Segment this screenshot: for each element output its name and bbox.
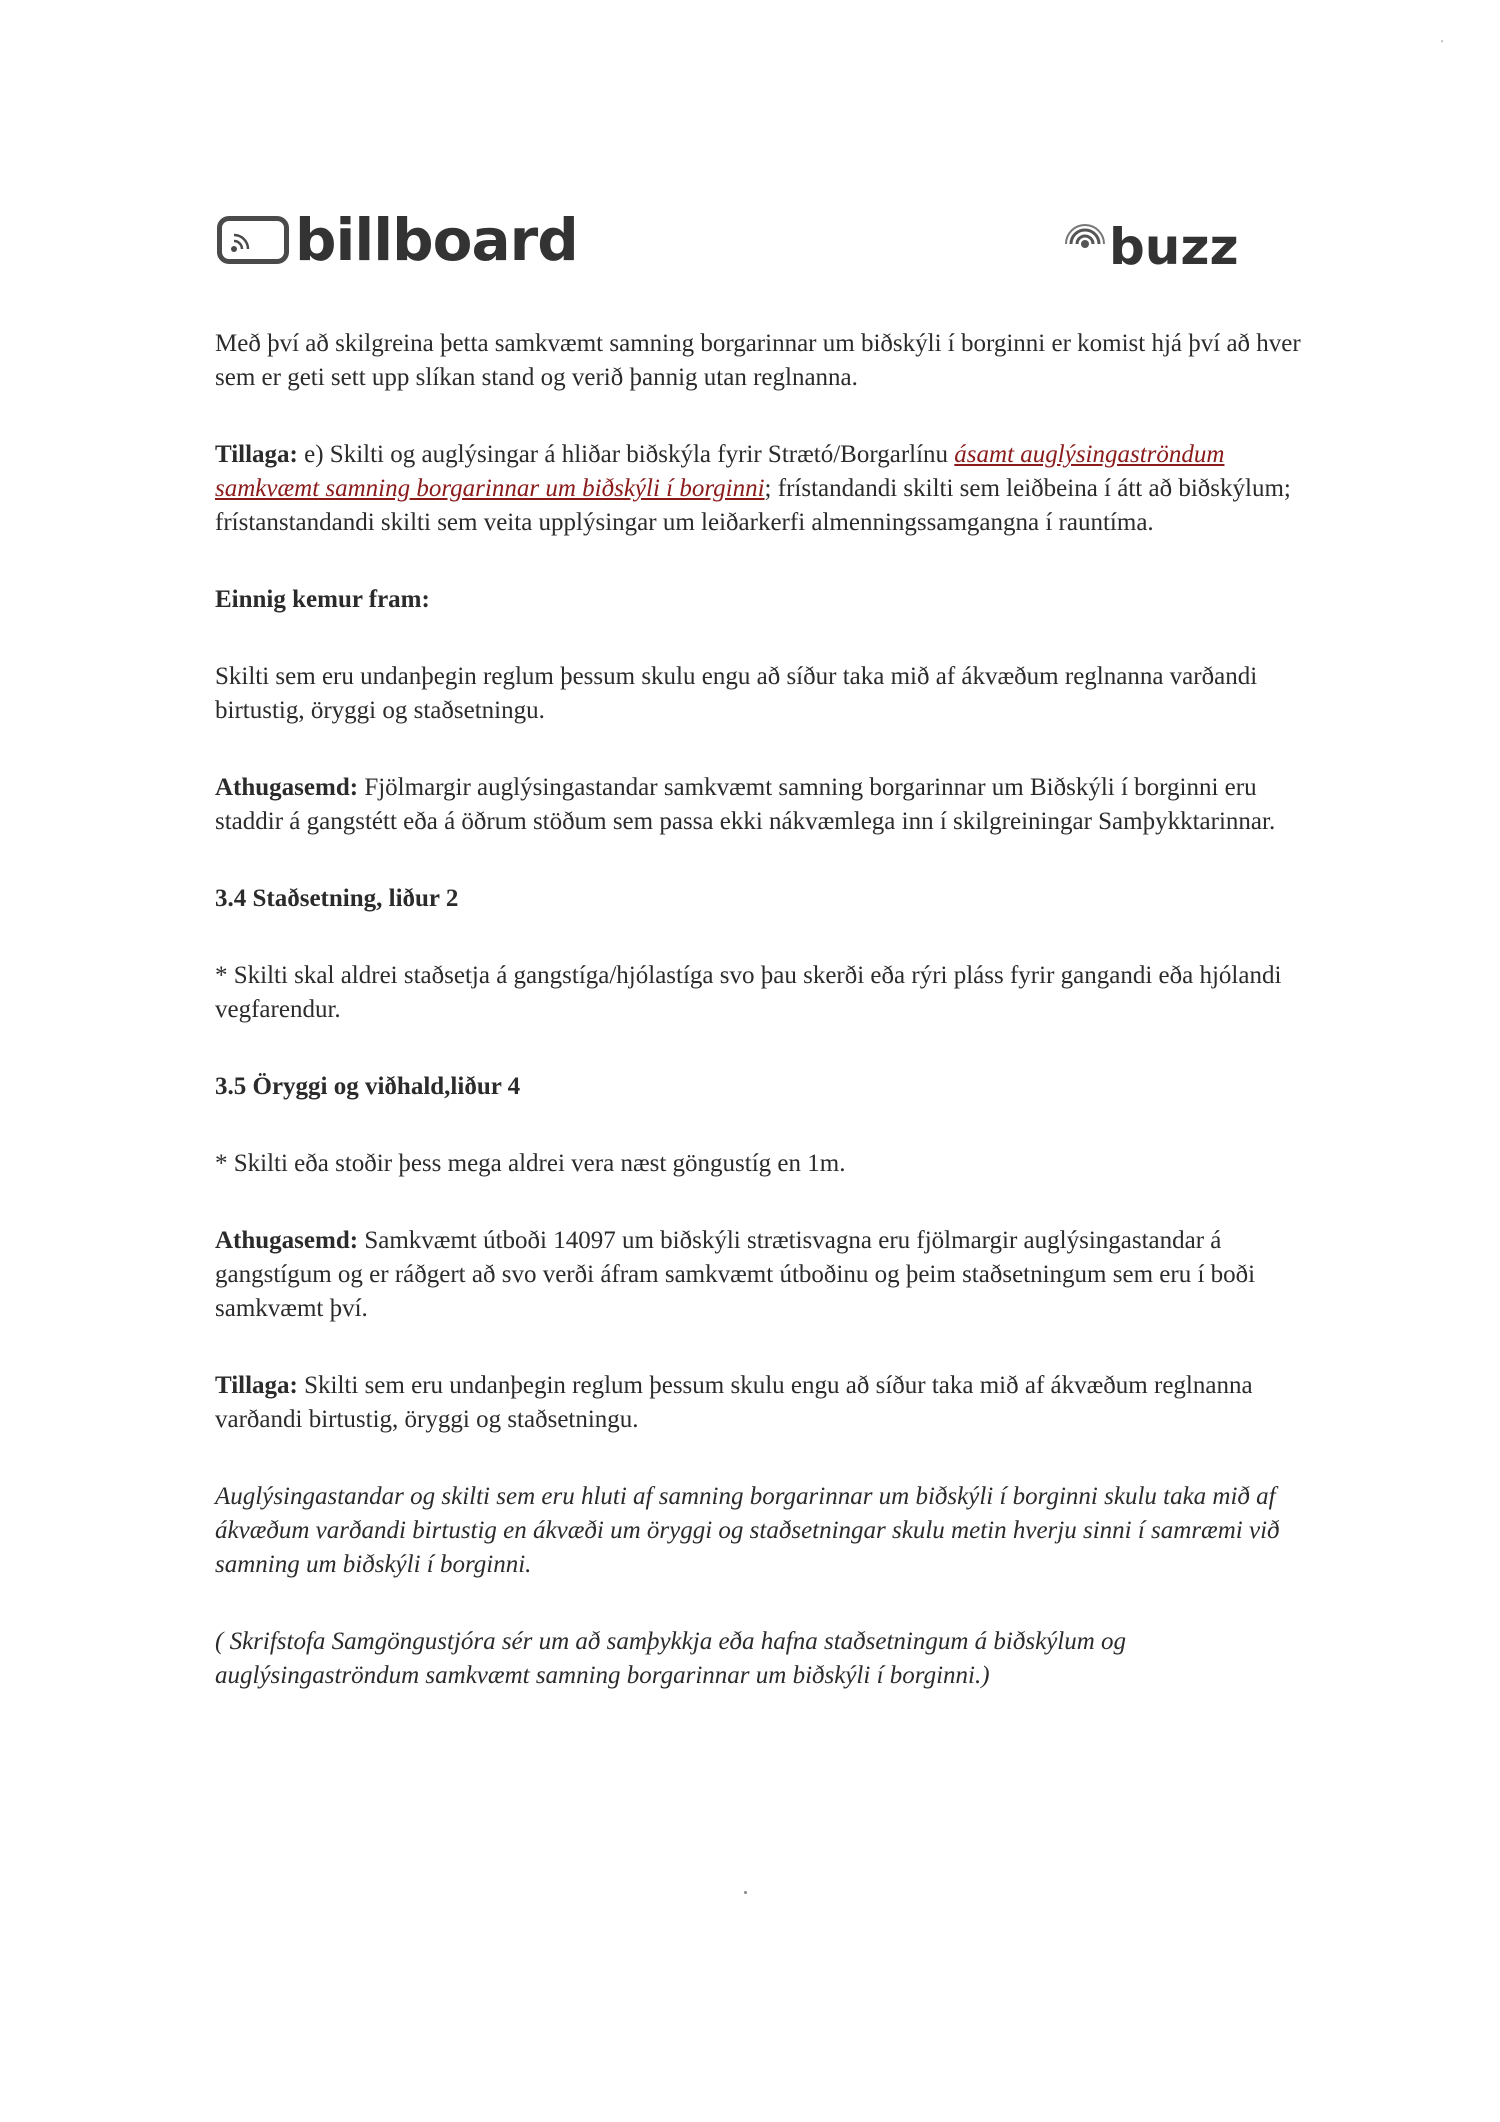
buzz-logo-text: buzz xyxy=(1109,218,1239,276)
scan-dot xyxy=(744,1891,747,1894)
heading-3-5: 3.5 Öryggi og viðhald,liður 4 xyxy=(215,1073,521,1100)
billboard-logo-text: billboard xyxy=(295,206,578,274)
tillaga-text-b: ; frístandandi skilti sem leiðbeina í átt að biðskýlum; frístanstandandi skilti sem veita upplýsingar um leiðarkerfi almenningssamgangna í rauntíma. xyxy=(215,475,1291,536)
tillaga-text-a: e) Skilti og auglýsingar á hliðar biðskýla fyrir Strætó/Borgarlínu xyxy=(297,441,955,468)
heading-3-4: 3.4 Staðsetning, liður 2 xyxy=(215,885,459,912)
tillaga-highlight: ásamt auglýsingaströndum samkvæmt samning borgarinnar um biðskýli í borginni xyxy=(215,441,1225,502)
heading-einnig: Einnig kemur fram: xyxy=(215,586,430,613)
billboard-badge-icon xyxy=(217,216,289,264)
paragraph-tillaga-2 xyxy=(215,1369,1325,1437)
athugasemd-text-1: Fjölmargir auglýsingastandar samkvæmt samning borgarinnar um Biðskýli í borginni eru staddir á gangstétt eða á öðrum stöðum sem passa ekki nákvæmlega inn í skilgreiningar Samþykktarinnar. xyxy=(215,774,1276,835)
athugasemd-text-2: Samkvæmt útboði 14097 um biðskýli strætisvagna eru fjölmargir auglýsingastandar á gangstígum og er ráðgert að svo verði áfram samkvæmt útboðinu og þeim staðsetningum sem eru í boði samkvæmt því. xyxy=(215,1227,1256,1322)
paragraph-athugasemd-1 xyxy=(215,771,1325,839)
label-athugasemd: Athugasemd: xyxy=(215,774,359,801)
paragraph-undanthegin: Skilti sem eru undanþegin reglum þessum skulu engu að síður taka mið af ákvæðum reglnanna varðandi birtustig, öryggi og staðsetningu. xyxy=(215,663,1258,724)
paragraph-tillaga-1 xyxy=(215,438,1325,540)
tillaga-text-2: Skilti sem eru undanþegin reglum þessum skulu engu að síður taka mið af ákvæðum reglnanna varðandi birtustig, öryggi og staðsetningu. xyxy=(215,1372,1253,1433)
paragraph-italic-auglysingastandar: Auglýsingastandar og skilti sem eru hluti af samning borgarinnar um biðskýli í borginni skulu taka mið af ákvæðum varðandi birtustig en ákvæði um öryggi og staðsetningar skulu metin hverju sinni í samræmi við samning um biðskýli í borginni. xyxy=(215,1483,1280,1578)
label-tillaga: Tillaga: xyxy=(215,1372,298,1399)
buzz-logo xyxy=(1065,210,1239,276)
paragraph-intro: Með því að skilgreina þetta samkvæmt samning borgarinnar um biðskýli í borginni er komist hjá því að hver sem er geti sett upp slíkan stand og verið þannig utan reglnanna. xyxy=(215,330,1301,391)
scan-mark: ⸱ xyxy=(1440,32,1445,51)
paragraph-stadsetning-rule: * Skilti skal aldrei staðsetja á gangstíga/hjólastíga svo þau skerði eða rýri pláss fyrir gangandi eða hjólandi vegfarendur. xyxy=(215,962,1282,1023)
label-tillaga: Tillaga: xyxy=(215,441,298,468)
buzz-broadcast-icon xyxy=(1065,220,1105,260)
document-body xyxy=(215,327,1325,1693)
label-athugasemd: Athugasemd: xyxy=(215,1227,359,1254)
billboard-logo xyxy=(217,205,578,275)
paragraph-oryggi-rule: * Skilti eða stoðir þess mega aldrei vera næst göngustíg en 1m. xyxy=(215,1150,846,1177)
paragraph-italic-skrifstofa: ( Skrifstofa Samgöngustjóra sér um að samþykkja eða hafna staðsetningum á biðskýlum og auglýsingaströndum samkvæmt samning borgarinnar um biðskýli í borginni.) xyxy=(215,1628,1127,1689)
paragraph-athugasemd-2 xyxy=(215,1224,1325,1326)
